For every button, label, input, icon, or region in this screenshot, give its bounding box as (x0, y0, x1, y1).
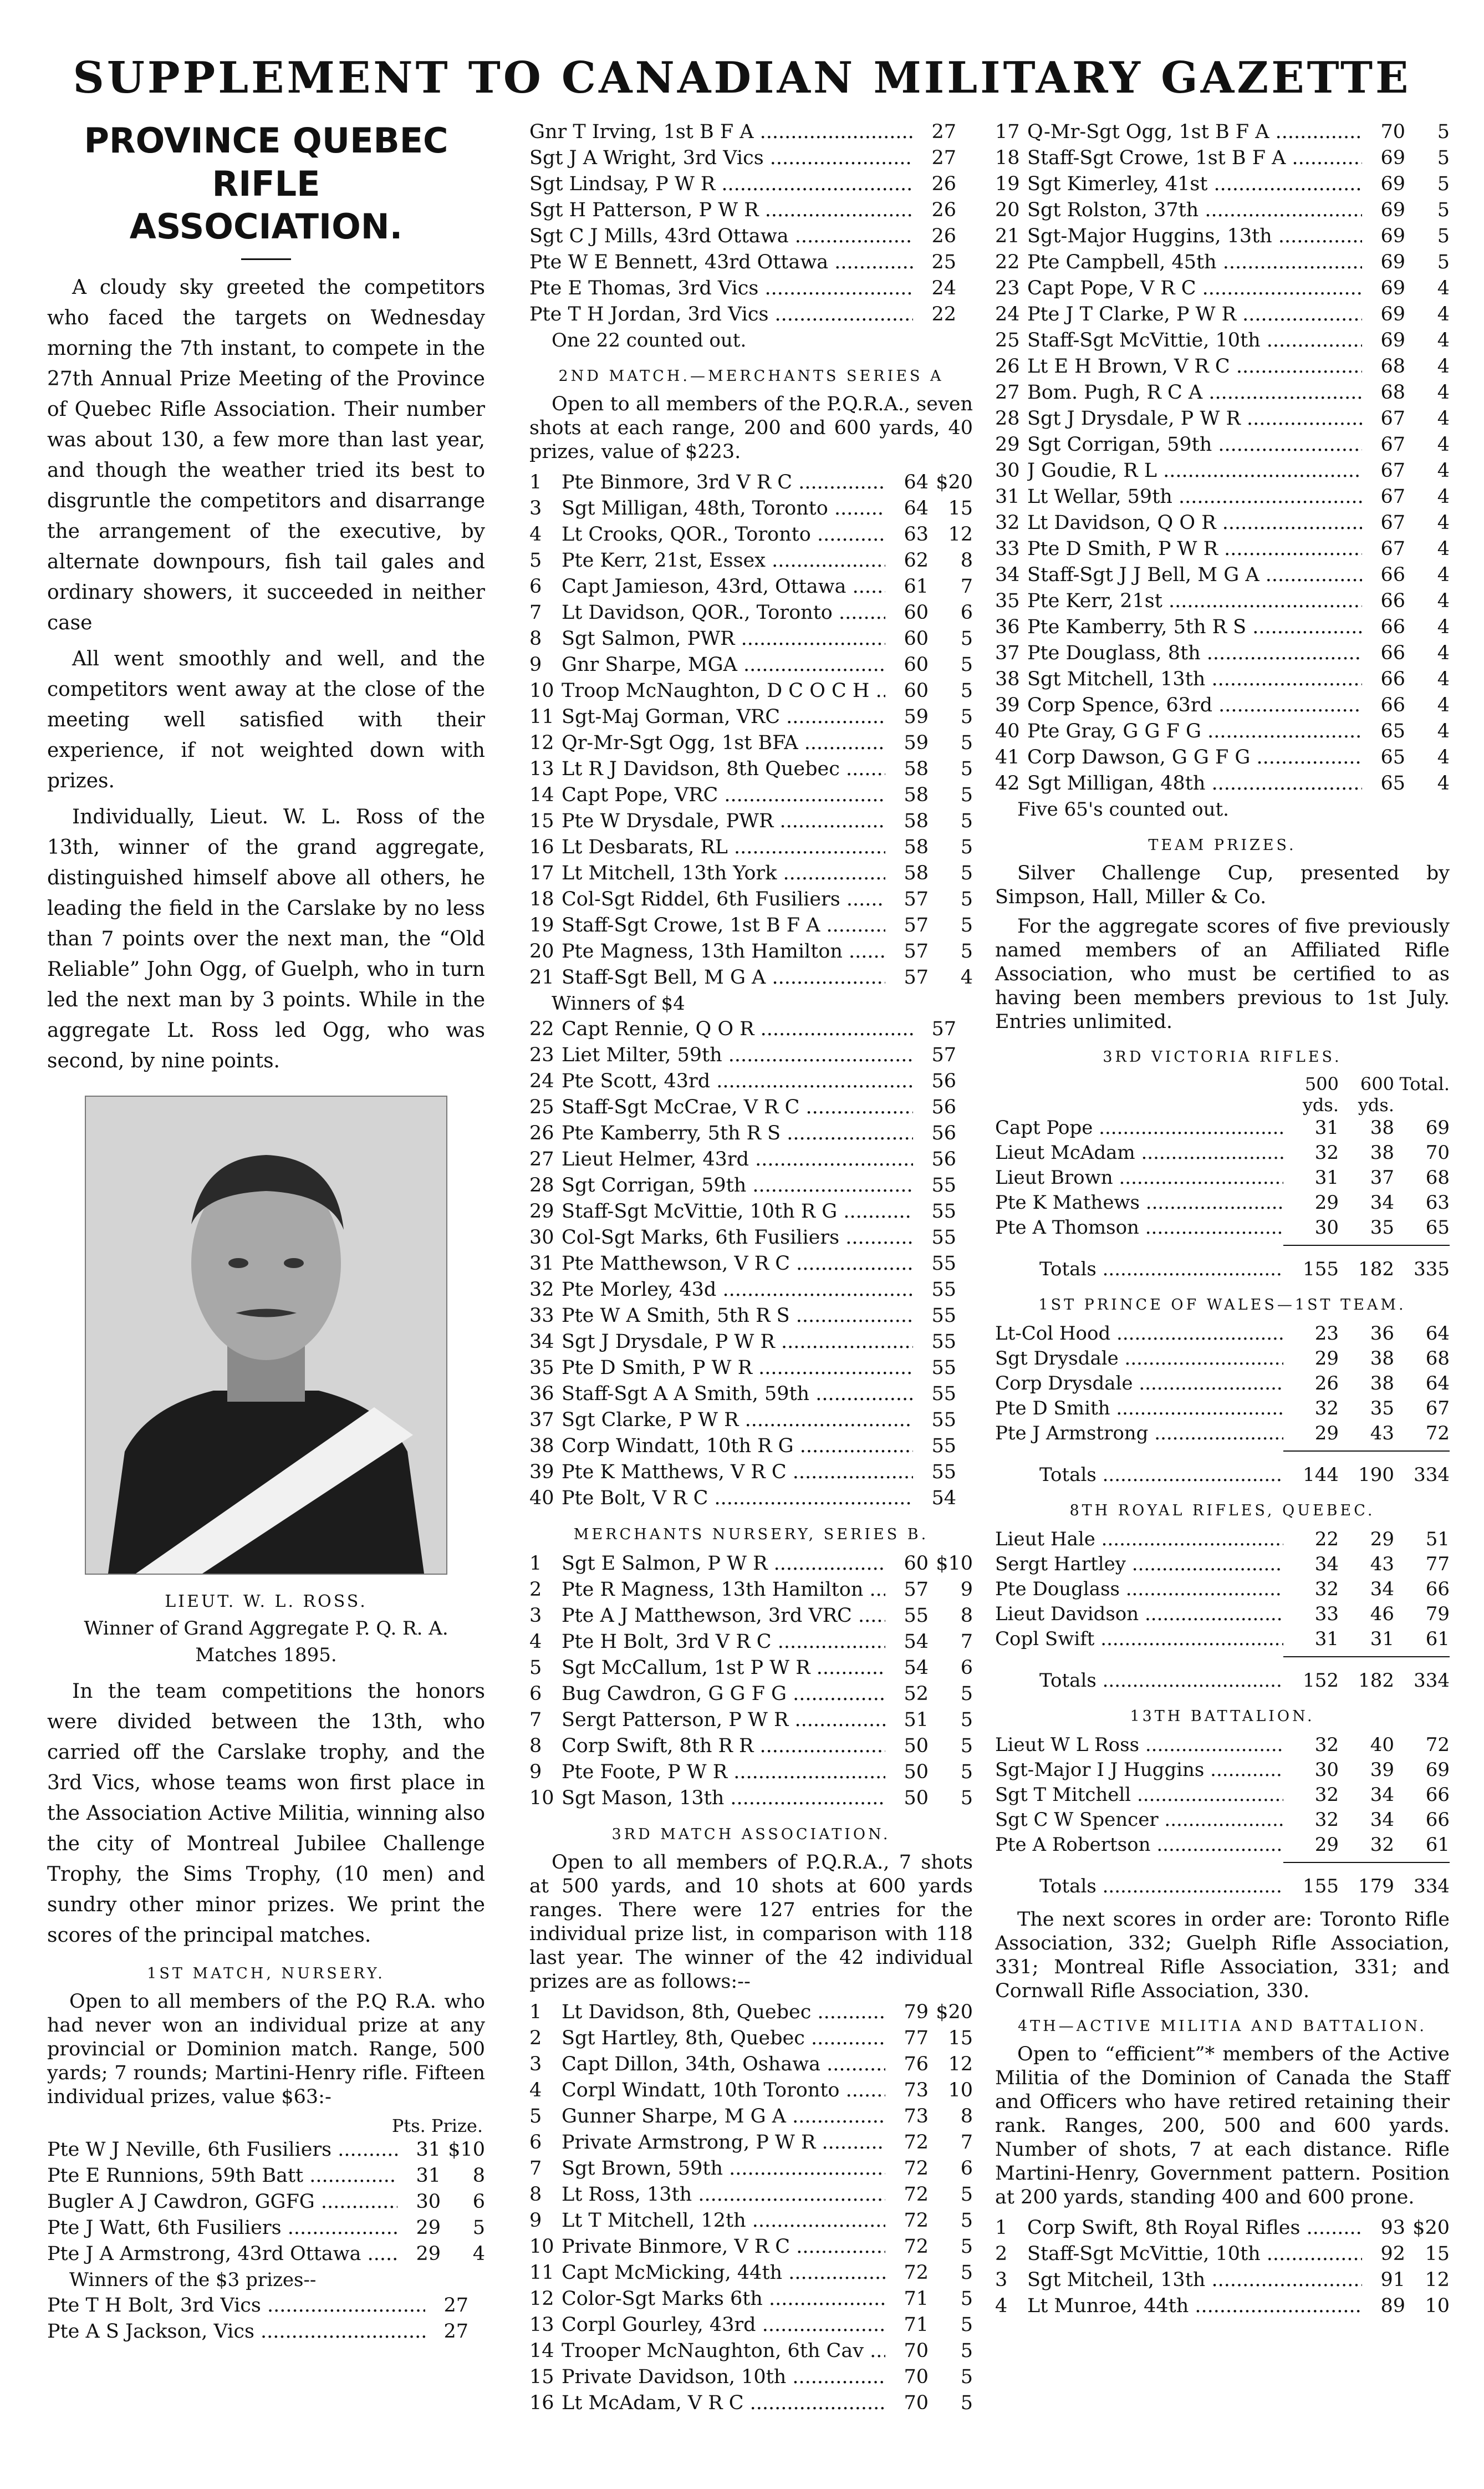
team-row: Pte A Robertson ..... 29 32 61 (995, 1833, 1450, 1857)
table-row: 32 Pte Morley, 43d ..... 55 (529, 1277, 973, 1303)
table-row: 20 Pte Magness, 13th Hamilton ..... 57 5 (529, 939, 973, 965)
table-row: 10 Troop McNaughton, D C O C H ..... 60 5 (529, 678, 973, 704)
table-row: Pte W E Bennett, 43rd Ottawa ..... 25 (529, 250, 973, 276)
table-row: 6 Capt Jamieson, 43rd, Ottawa ..... 61 7 (529, 574, 973, 600)
table-row: Pte T H Bolt, 3rd Vics ..... 27 (47, 2293, 485, 2319)
photo-caption-name: LIEUT. W. L. ROSS. (165, 1591, 368, 1611)
column-2 (529, 119, 973, 2416)
section-intro: The next scores in order are: Toronto Rifle Association, 332; Guelph Rifle Association, 331; Montreal Rifle Association, 331; and Cornwall Rifle Association, 330. (995, 1908, 1450, 2002)
table-row: 35 Pte D Smith, P W R ..... 55 (529, 1355, 973, 1381)
table-row: 28 Sgt J Drysdale, P W R ..... 67 4 (995, 406, 1450, 432)
column-1 (47, 119, 485, 2345)
table-row: 22 Capt Rennie, Q O R ..... 57 (529, 1016, 973, 1042)
table-row: Pte J Watt, 6th Fusiliers ..... 29 5 (47, 2215, 485, 2241)
table-row: Pte J A Armstrong, 43rd Ottawa ..... 29 4 (47, 2241, 485, 2267)
table-row: Pte W J Neville, 6th Fusiliers ..... 31 $10 (47, 2137, 485, 2163)
table-row: 31 Lt Wellar, 59th ..... 67 4 (995, 484, 1450, 510)
table-row: 1 Corp Swift, 8th Royal Rifles ..... 93 $20 (995, 2215, 1450, 2241)
table-row: 1 Sgt E Salmon, P W R ..... 60 $10 (529, 1551, 973, 1577)
team-row: Sergt Hartley ..... 34 43 77 (995, 1552, 1450, 1577)
team-row: Lieut McAdam ..... 32 38 70 (995, 1141, 1450, 1165)
table-row: 2 Staff-Sgt McVittie, 10th ..... 92 15 (995, 2241, 1450, 2267)
team-row: Corp Drysdale ..... 26 38 64 (995, 1371, 1450, 1396)
table-row: 35 Pte Kerr, 21st ..... 66 4 (995, 588, 1450, 614)
team-row: Sgt C W Spencer ..... 32 34 66 (995, 1808, 1450, 1833)
table-row: 12 Qr-Mr-Sgt Ogg, 1st BFA ..... 59 5 (529, 730, 973, 756)
table-row: 40 Pte Gray, G G F G ..... 65 4 (995, 719, 1450, 745)
score-table (995, 119, 1450, 822)
section-intro: Silver Challenge Cup, presented by Simpson, Hall, Miller & Co. (995, 862, 1450, 908)
article-paragraph: A cloudy sky greeted the competitors who faced the targets on Wednesday morning the 7th instant, to compete in the 27th Annual Prize Meeting of the Province of Quebec Rifle Association. Their number was about 130, a few more than last year, and though the weather tried its best to disgruntle the competitors and disarrange the arrangement of the executive, by alternate downpours, fish tail gales and ordinary showers, it succeeded in neither case (47, 276, 485, 634)
table-row: 24 Pte J T Clarke, P W R ..... 69 4 (995, 302, 1450, 328)
article-title (47, 119, 485, 248)
table-row: 16 Lt Desbarats, RL ..... 58 5 (529, 834, 973, 861)
table-row: 41 Corp Dawson, G G F G ..... 65 4 (995, 745, 1450, 771)
table-row: Sgt C J Mills, 43rd Ottawa ..... 26 (529, 223, 973, 250)
table-row: 30 J Goudie, R L ..... 67 4 (995, 458, 1450, 484)
table-row: 14 Capt Pope, VRC ..... 58 5 (529, 782, 973, 808)
table-row: 3 Pte A J Matthewson, 3rd VRC ..... 55 8 (529, 1603, 973, 1629)
table-row: 21 Staff-Sgt Bell, M G A ..... 57 4 (529, 965, 973, 991)
section-intro: Open to “efficient”* members of the Active Militia of the Dominion of Canada the Staff and Officers who have retired retaining their rank. Ranges, 200, 500 and 600 yards. Number of shots, 7 at each distance. Rifle Martini-Henry, Government pattern. Position at 200 yards, standing 400 and 600 prone. (995, 2043, 1450, 2208)
team-row: Pte K Mathews ..... 29 34 63 (995, 1190, 1450, 1215)
column-header: Pts. Prize. (391, 2115, 483, 2136)
team-row: Lieut Davidson ..... 33 46 79 (995, 1602, 1450, 1627)
table-row: 12 Color-Sgt Marks 6th ..... 71 5 (529, 2286, 973, 2312)
score-table (995, 2215, 1450, 2319)
table-row: 37 Sgt Clarke, P W R ..... 55 (529, 1407, 973, 1433)
table-note: One 22 counted out. (552, 329, 747, 352)
totals-rule (1283, 1450, 1450, 1452)
table-row: 8 Corp Swift, 8th R R ..... 50 5 (529, 1733, 973, 1759)
table-row: 29 Sgt Corrigan, 59th ..... 67 4 (995, 432, 1450, 458)
table-row: 3 Sgt Milligan, 48th, Toronto ..... 64 15 (529, 496, 973, 522)
team-row: Lieut Hale ..... 22 29 51 (995, 1527, 1450, 1552)
section-heading: 2ND MATCH.—MERCHANTS SERIES A (558, 368, 944, 385)
table-row: 6 Bug Cawdron, G G F G ..... 52 5 (529, 1681, 973, 1707)
table-row: 15 Pte W Drysdale, PWR ..... 58 5 (529, 808, 973, 834)
table-row: 26 Lt E H Brown, V R C ..... 68 4 (995, 354, 1450, 380)
totals-rule (1283, 1656, 1450, 1657)
table-row: 18 Col-Sgt Riddel, 6th Fusiliers ..... 57 5 (529, 887, 973, 913)
table-row: 26 Pte Kamberry, 5th R S ..... 56 (529, 1121, 973, 1147)
table-row: 2 Pte R Magness, 13th Hamilton ..... 57 9 (529, 1577, 973, 1603)
team-row: Lieut W L Ross ..... 32 40 72 (995, 1733, 1450, 1758)
table-row: 11 Sgt-Maj Gorman, VRC ..... 59 5 (529, 704, 973, 730)
table-note: Winners of the $3 prizes-- (69, 2268, 317, 2291)
table-row: 21 Sgt-Major Huggins, 13th ..... 69 5 (995, 223, 1450, 250)
team-table-header: 500 yds. 600 yds. Total. (1302, 1073, 1450, 1116)
team-row: Pte A Thomson ..... 30 35 65 (995, 1215, 1450, 1240)
section-intro: For the aggregate scores of five previously named members of an Affiliated Rifle Association, who must be certified to as having been members previous to 1st July. Entries unlimited. (995, 915, 1450, 1033)
score-table (529, 470, 973, 1511)
section-heading: 4TH—ACTIVE MILITIA AND BATTALION. (1018, 2018, 1427, 2035)
section-heading: TEAM PRIZES. (1148, 837, 1297, 854)
table-row: 5 Sgt McCallum, 1st P W R ..... 54 6 (529, 1655, 973, 1681)
article-paragraph: All went smoothly and well, and the competitors went away at the close of the meeting well satisfied with their experience, if not weighted down with prizes. (47, 647, 485, 792)
section-intro: Open to all members of P.Q.R.A., 7 shots at 500 yards, and 10 shots at 600 yards ranges. There were 127 entries for the individual prize list, in comparison with 118 last year. The winner of the 42 individual prizes are as follows:-- (529, 1851, 973, 1993)
table-row: 4 Lt Crooks, QOR., Toronto ..... 63 12 (529, 522, 973, 548)
table-row: 27 Bom. Pugh, R C A ..... 68 4 (995, 380, 1450, 406)
team-row: Sgt T Mitchell ..... 32 34 66 (995, 1783, 1450, 1808)
table-row: 23 Liet Milter, 59th ..... 57 (529, 1042, 973, 1068)
totals-rule (1283, 1245, 1450, 1246)
table-row: 38 Corp Windatt, 10th R G ..... 55 (529, 1433, 973, 1459)
section-heading: 13TH BATTALION. (1130, 1708, 1315, 1725)
table-row: 17 Q-Mr-Sgt Ogg, 1st B F A ..... 70 5 (995, 119, 1450, 145)
table-row: 34 Sgt J Drysdale, P W R ..... 55 (529, 1329, 973, 1355)
table-row: 14 Trooper McNaughton, 6th Cav ..... 70 5 (529, 2338, 973, 2364)
team-row: Lieut Brown ..... 31 37 68 (995, 1165, 1450, 1190)
score-table (529, 1999, 973, 2416)
table-row: Pte E Thomas, 3rd Vics ..... 24 (529, 276, 973, 302)
table-row: 37 Pte Douglass, 8th ..... 66 4 (995, 640, 1450, 666)
table-row: 1 Lt Davidson, 8th, Quebec ..... 79 $20 (529, 1999, 973, 2025)
table-row: 25 Staff-Sgt McVittie, 10th ..... 69 4 (995, 328, 1450, 354)
table-row: 30 Col-Sgt Marks, 6th Fusiliers ..... 55 (529, 1225, 973, 1251)
table-row: 4 Lt Munroe, 44th ..... 89 10 (995, 2293, 1450, 2319)
section-intro: Open to all members of the P.Q.R.A., seven shots at each range, 200 and 600 yards, 40 prizes, value of $223. (529, 393, 973, 463)
table-row: 20 Sgt Rolston, 37th ..... 69 5 (995, 197, 1450, 223)
team-row: Copl Swift ..... 31 31 61 (995, 1627, 1450, 1652)
team-total: Totals ..... 155 182 335 (995, 1257, 1450, 1282)
section-heading: 8TH ROYAL RIFLES, QUEBEC. (1069, 1502, 1375, 1519)
table-row: 33 Pte D Smith, P W R ..... 67 4 (995, 536, 1450, 562)
table-row: 11 Capt McMicking, 44th ..... 72 5 (529, 2260, 973, 2286)
table-row: 24 Pte Scott, 43rd ..... 56 (529, 1068, 973, 1095)
table-row: 2 Sgt Hartley, 8th, Quebec ..... 77 15 (529, 2025, 973, 2052)
team-row: Pte D Smith ..... 32 35 67 (995, 1396, 1450, 1421)
section-heading: 1ST PRINCE OF WALES—1ST TEAM. (1038, 1296, 1406, 1314)
portrait-photo (85, 1096, 447, 1575)
table-row: 13 Corpl Gourley, 43rd ..... 71 5 (529, 2312, 973, 2338)
table-row: Bugler A J Cawdron, GGFG ..... 30 6 (47, 2189, 485, 2215)
table-row: 7 Sgt Brown, 59th ..... 72 6 (529, 2156, 973, 2182)
team-total: Totals ..... 155 179 334 (995, 1874, 1450, 1899)
table-row: 29 Staff-Sgt McVittie, 10th R G ..... 55 (529, 1199, 973, 1225)
table-row: 8 Sgt Salmon, PWR ..... 60 5 (529, 626, 973, 652)
table-row: 4 Pte H Bolt, 3rd V R C ..... 54 7 (529, 1629, 973, 1655)
team-total: Totals ..... 152 182 334 (995, 1668, 1450, 1693)
section-heading: 3RD MATCH ASSOCIATION. (611, 1826, 891, 1843)
team-row: Lt-Col Hood ..... 23 36 64 (995, 1321, 1450, 1346)
score-table (529, 119, 973, 353)
table-row: 9 Gnr Sharpe, MGA ..... 60 5 (529, 652, 973, 678)
table-note: Five 65's counted out. (1017, 798, 1229, 821)
section-intro: Open to all members of the P.Q R.A. who had never won an individual prize at any provincial or Dominion match. Range, 500 yards; 7 rounds; Martini-Henry rifle. Fifteen individual prizes, value $63:- (47, 1990, 485, 2108)
table-row: 13 Lt R J Davidson, 8th Quebec ..... 58 5 (529, 756, 973, 782)
table-row: 22 Pte Campbell, 45th ..... 69 5 (995, 250, 1450, 276)
section-heading: 1ST MATCH, NURSERY. (147, 1964, 385, 1982)
table-row: 36 Pte Kamberry, 5th R S ..... 66 4 (995, 614, 1450, 640)
totals-rule (1283, 1862, 1450, 1863)
table-row: Gnr T Irving, 1st B F A ..... 27 (529, 119, 973, 145)
table-row: 9 Pte Foote, P W R ..... 50 5 (529, 1759, 973, 1785)
table-row: 19 Sgt Kimerley, 41st ..... 69 5 (995, 171, 1450, 197)
team-total: Totals ..... 144 190 334 (995, 1463, 1450, 1488)
table-row: 28 Sgt Corrigan, 59th ..... 55 (529, 1173, 973, 1199)
team-row: Pte J Armstrong ..... 29 43 72 (995, 1421, 1450, 1446)
table-row: 39 Pte K Matthews, V R C ..... 55 (529, 1459, 973, 1485)
table-row: 10 Sgt Mason, 13th ..... 50 5 (529, 1785, 973, 1811)
table-row: 39 Corp Spence, 63rd ..... 66 4 (995, 693, 1450, 719)
table-row: Sgt J A Wright, 3rd Vics ..... 27 (529, 145, 973, 171)
score-table (529, 1551, 973, 1811)
table-row: Sgt Lindsay, P W R ..... 26 (529, 171, 973, 197)
table-note: Winners of $4 (552, 992, 685, 1015)
table-row: 7 Lt Davidson, QOR., Toronto ..... 60 6 (529, 600, 973, 626)
team-row: Sgt-Major I J Huggins ..... 30 39 69 (995, 1758, 1450, 1783)
table-row: 8 Lt Ross, 13th ..... 72 5 (529, 2182, 973, 2208)
table-row: 1 Pte Binmore, 3rd V R C ..... 64 $20 (529, 470, 973, 496)
table-row: 31 Pte Matthewson, V R C ..... 55 (529, 1251, 973, 1277)
table-row: 19 Staff-Sgt Crowe, 1st B F A ..... 57 5 (529, 913, 973, 939)
article-title-line-2: ASSOCIATION. (129, 206, 403, 247)
title-divider (241, 258, 291, 260)
table-row: 27 Lieut Helmer, 43rd ..... 56 (529, 1147, 973, 1173)
masthead: SUPPLEMENT TO CANADIAN MILITARY GAZETTE (73, 53, 1411, 103)
table-row: 4 Corpl Windatt, 10th Toronto ..... 73 10 (529, 2078, 973, 2104)
table-row: 38 Sgt Mitchell, 13th ..... 66 4 (995, 666, 1450, 693)
table-row: 15 Private Davidson, 10th ..... 70 5 (529, 2364, 973, 2390)
table-row: 18 Staff-Sgt Crowe, 1st B F A ..... 69 5 (995, 145, 1450, 171)
table-row: 5 Pte Kerr, 21st, Essex ..... 62 8 (529, 548, 973, 574)
score-table (47, 2137, 485, 2345)
table-row: 42 Sgt Milligan, 48th ..... 65 4 (995, 771, 1450, 797)
table-row: Sgt H Patterson, P W R ..... 26 (529, 197, 973, 223)
table-row: 33 Pte W A Smith, 5th R S ..... 55 (529, 1303, 973, 1329)
table-row: 3 Capt Dillon, 34th, Oshawa ..... 76 12 (529, 2052, 973, 2078)
table-row: 36 Staff-Sgt A A Smith, 59th ..... 55 (529, 1381, 973, 1407)
table-row: Pte T H Jordan, 3rd Vics ..... 22 (529, 302, 973, 328)
portrait-illustration (86, 1097, 446, 1574)
article-paragraph: Individually, Lieut. W. L. Ross of the 13th, winner of the grand aggregate, distinguished himself above all others, he leading the field in the Carslake by no less than 7 points over the next man, the “Old Reliable” John Ogg, of Guelph, who in turn led the next man by 3 points. While in the aggregate Lt. Ross led Ogg, who was second, by nine points. (47, 805, 485, 1072)
article-title-line-1: PROVINCE QUEBEC RIFLE (84, 120, 448, 204)
section-heading: 3RD VICTORIA RIFLES. (1103, 1048, 1342, 1066)
table-row: 17 Lt Mitchell, 13th York ..... 58 5 (529, 861, 973, 887)
table-row: Pte E Runnions, 59th Batt ..... 31 8 (47, 2163, 485, 2189)
team-row: Pte Douglass ..... 32 34 66 (995, 1577, 1450, 1602)
table-row: 40 Pte Bolt, V R C ..... 54 (529, 1485, 973, 1511)
table-row: Pte A S Jackson, Vics ..... 27 (47, 2319, 485, 2345)
table-row: 34 Staff-Sgt J J Bell, M G A ..... 66 4 (995, 562, 1450, 588)
table-row: 9 Lt T Mitchell, 12th ..... 72 5 (529, 2208, 973, 2234)
section-heading: MERCHANTS NURSERY, SERIES B. (573, 1526, 929, 1543)
table-row: 10 Private Binmore, V R C ..... 72 5 (529, 2234, 973, 2260)
table-row: 5 Gunner Sharpe, M G A ..... 73 8 (529, 2104, 973, 2130)
table-row: 7 Sergt Patterson, P W R ..... 51 5 (529, 1707, 973, 1733)
team-row: Sgt Drysdale ..... 29 38 68 (995, 1346, 1450, 1371)
table-row: 6 Private Armstrong, P W R ..... 72 7 (529, 2130, 973, 2156)
photo-caption: Winner of Grand Aggregate P. Q. R. A. Matches 1895. (84, 1617, 448, 1666)
table-row: 32 Lt Davidson, Q O R ..... 67 4 (995, 510, 1450, 536)
column-3 (995, 119, 1450, 2319)
article-paragraph: In the team competitions the honors were divided between the 13th, who carried off the Carslake trophy, and the 3rd Vics, whose teams won first place in the Association Active Militia, winning also the city of Montreal Jubilee Challenge Trophy, the Sims Trophy, (10 men) and sundry other minor prizes. We print the scores of the principal matches. (47, 1679, 485, 1947)
table-row: 3 Sgt Mitcheil, 13th ..... 91 12 (995, 2267, 1450, 2293)
team-row: Capt Pope ..... 31 38 69 (995, 1116, 1450, 1141)
table-row: 16 Lt McAdam, V R C ..... 70 5 (529, 2390, 973, 2416)
table-row: 23 Capt Pope, V R C ..... 69 4 (995, 276, 1450, 302)
table-row: 25 Staff-Sgt McCrae, V R C ..... 56 (529, 1095, 973, 1121)
